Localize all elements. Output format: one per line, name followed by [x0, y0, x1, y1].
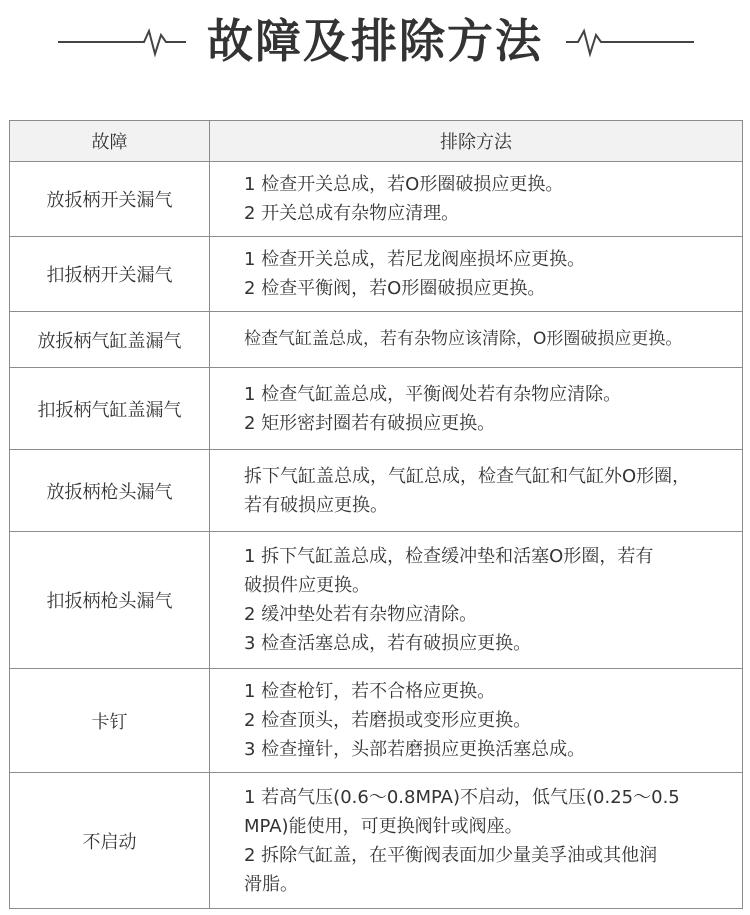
method-cell — [210, 669, 743, 773]
method-line: 3 检查活塞总成，若有破损应更换。 — [244, 633, 532, 654]
method-line: 1 拆下气缸盖总成，检查缓冲垫和活塞O形圈，若有 — [244, 546, 654, 567]
table-row — [10, 162, 743, 237]
method-cell — [210, 368, 743, 450]
method-line: 2 拆除气缸盖，在平衡阀表面加少量美孚油或其他润 — [244, 844, 658, 866]
fault-cell: 放扳柄开关漏气 — [10, 162, 210, 237]
table-row — [10, 450, 743, 532]
table-row — [10, 669, 743, 773]
method-line: MPA)能使用，可更换阀针或阀座。 — [244, 815, 523, 837]
page-header — [0, 0, 750, 90]
method-line: 检查气缸盖总成，若有杂物应该清除，O形圈破损应更换。 — [244, 329, 683, 349]
fault-cell: 不启动 — [10, 773, 210, 909]
method-line: 若有破损应更换。 — [244, 494, 388, 516]
method-line: 2 开关总成有杂物应清理。 — [244, 203, 460, 224]
table-header-row — [10, 121, 743, 162]
table-row — [10, 532, 743, 669]
method-line: 2 检查顶头，若磨损或变形应更换。 — [244, 710, 532, 731]
method-line: 拆下气缸盖总成，气缸总成，检查气缸和气缸外O形圈， — [244, 465, 691, 487]
table-row — [10, 237, 743, 312]
method-line: 滑脂。 — [244, 873, 298, 895]
method-line: 3 检查撞针，头部若磨损应更换活塞总成。 — [244, 739, 586, 760]
fault-cell: 卡钉 — [10, 669, 210, 773]
troubleshooting-table — [9, 120, 743, 909]
method-line: 1 检查枪钉，若不合格应更换。 — [244, 681, 496, 702]
heartbeat-line-right-icon — [566, 22, 694, 62]
fault-cell: 放扳柄气缸盖漏气 — [10, 312, 210, 368]
method-line: 2 检查平衡阀，若O形圈破损应更换。 — [244, 278, 546, 299]
method-cell — [210, 532, 743, 669]
method-line: 1 检查气缸盖总成，平衡阀处若有杂物应清除。 — [244, 383, 622, 405]
table-row — [10, 368, 743, 450]
fault-cell: 放扳柄枪头漏气 — [10, 450, 210, 532]
fault-cell: 扣扳柄气缸盖漏气 — [10, 368, 210, 450]
fault-cell: 扣扳柄开关漏气 — [10, 237, 210, 312]
method-cell — [210, 773, 743, 909]
method-cell — [210, 450, 743, 532]
method-cell — [210, 162, 743, 237]
method-line: 2 缓冲垫处若有杂物应清除。 — [244, 604, 478, 625]
page-title: 故障及排除方法 — [207, 14, 543, 68]
table-row — [10, 773, 743, 909]
table-row — [10, 312, 743, 368]
column-header-method: 排除方法 — [210, 121, 743, 162]
method-cell — [210, 237, 743, 312]
method-line: 1 检查开关总成，若O形圈破损应更换。 — [244, 174, 564, 195]
method-line: 1 检查开关总成，若尼龙阀座损坏应更换。 — [244, 249, 586, 270]
method-line: 破损件应更换。 — [244, 575, 370, 596]
method-line: 1 若高气压(0.6～0.8MPA)不启动，低气压(0.25～0.5 — [244, 786, 680, 808]
column-header-fault: 故障 — [10, 121, 210, 162]
method-cell — [210, 312, 743, 368]
fault-cell: 扣扳柄枪头漏气 — [10, 532, 210, 669]
method-line: 2 矩形密封圈若有破损应更换。 — [244, 412, 496, 434]
